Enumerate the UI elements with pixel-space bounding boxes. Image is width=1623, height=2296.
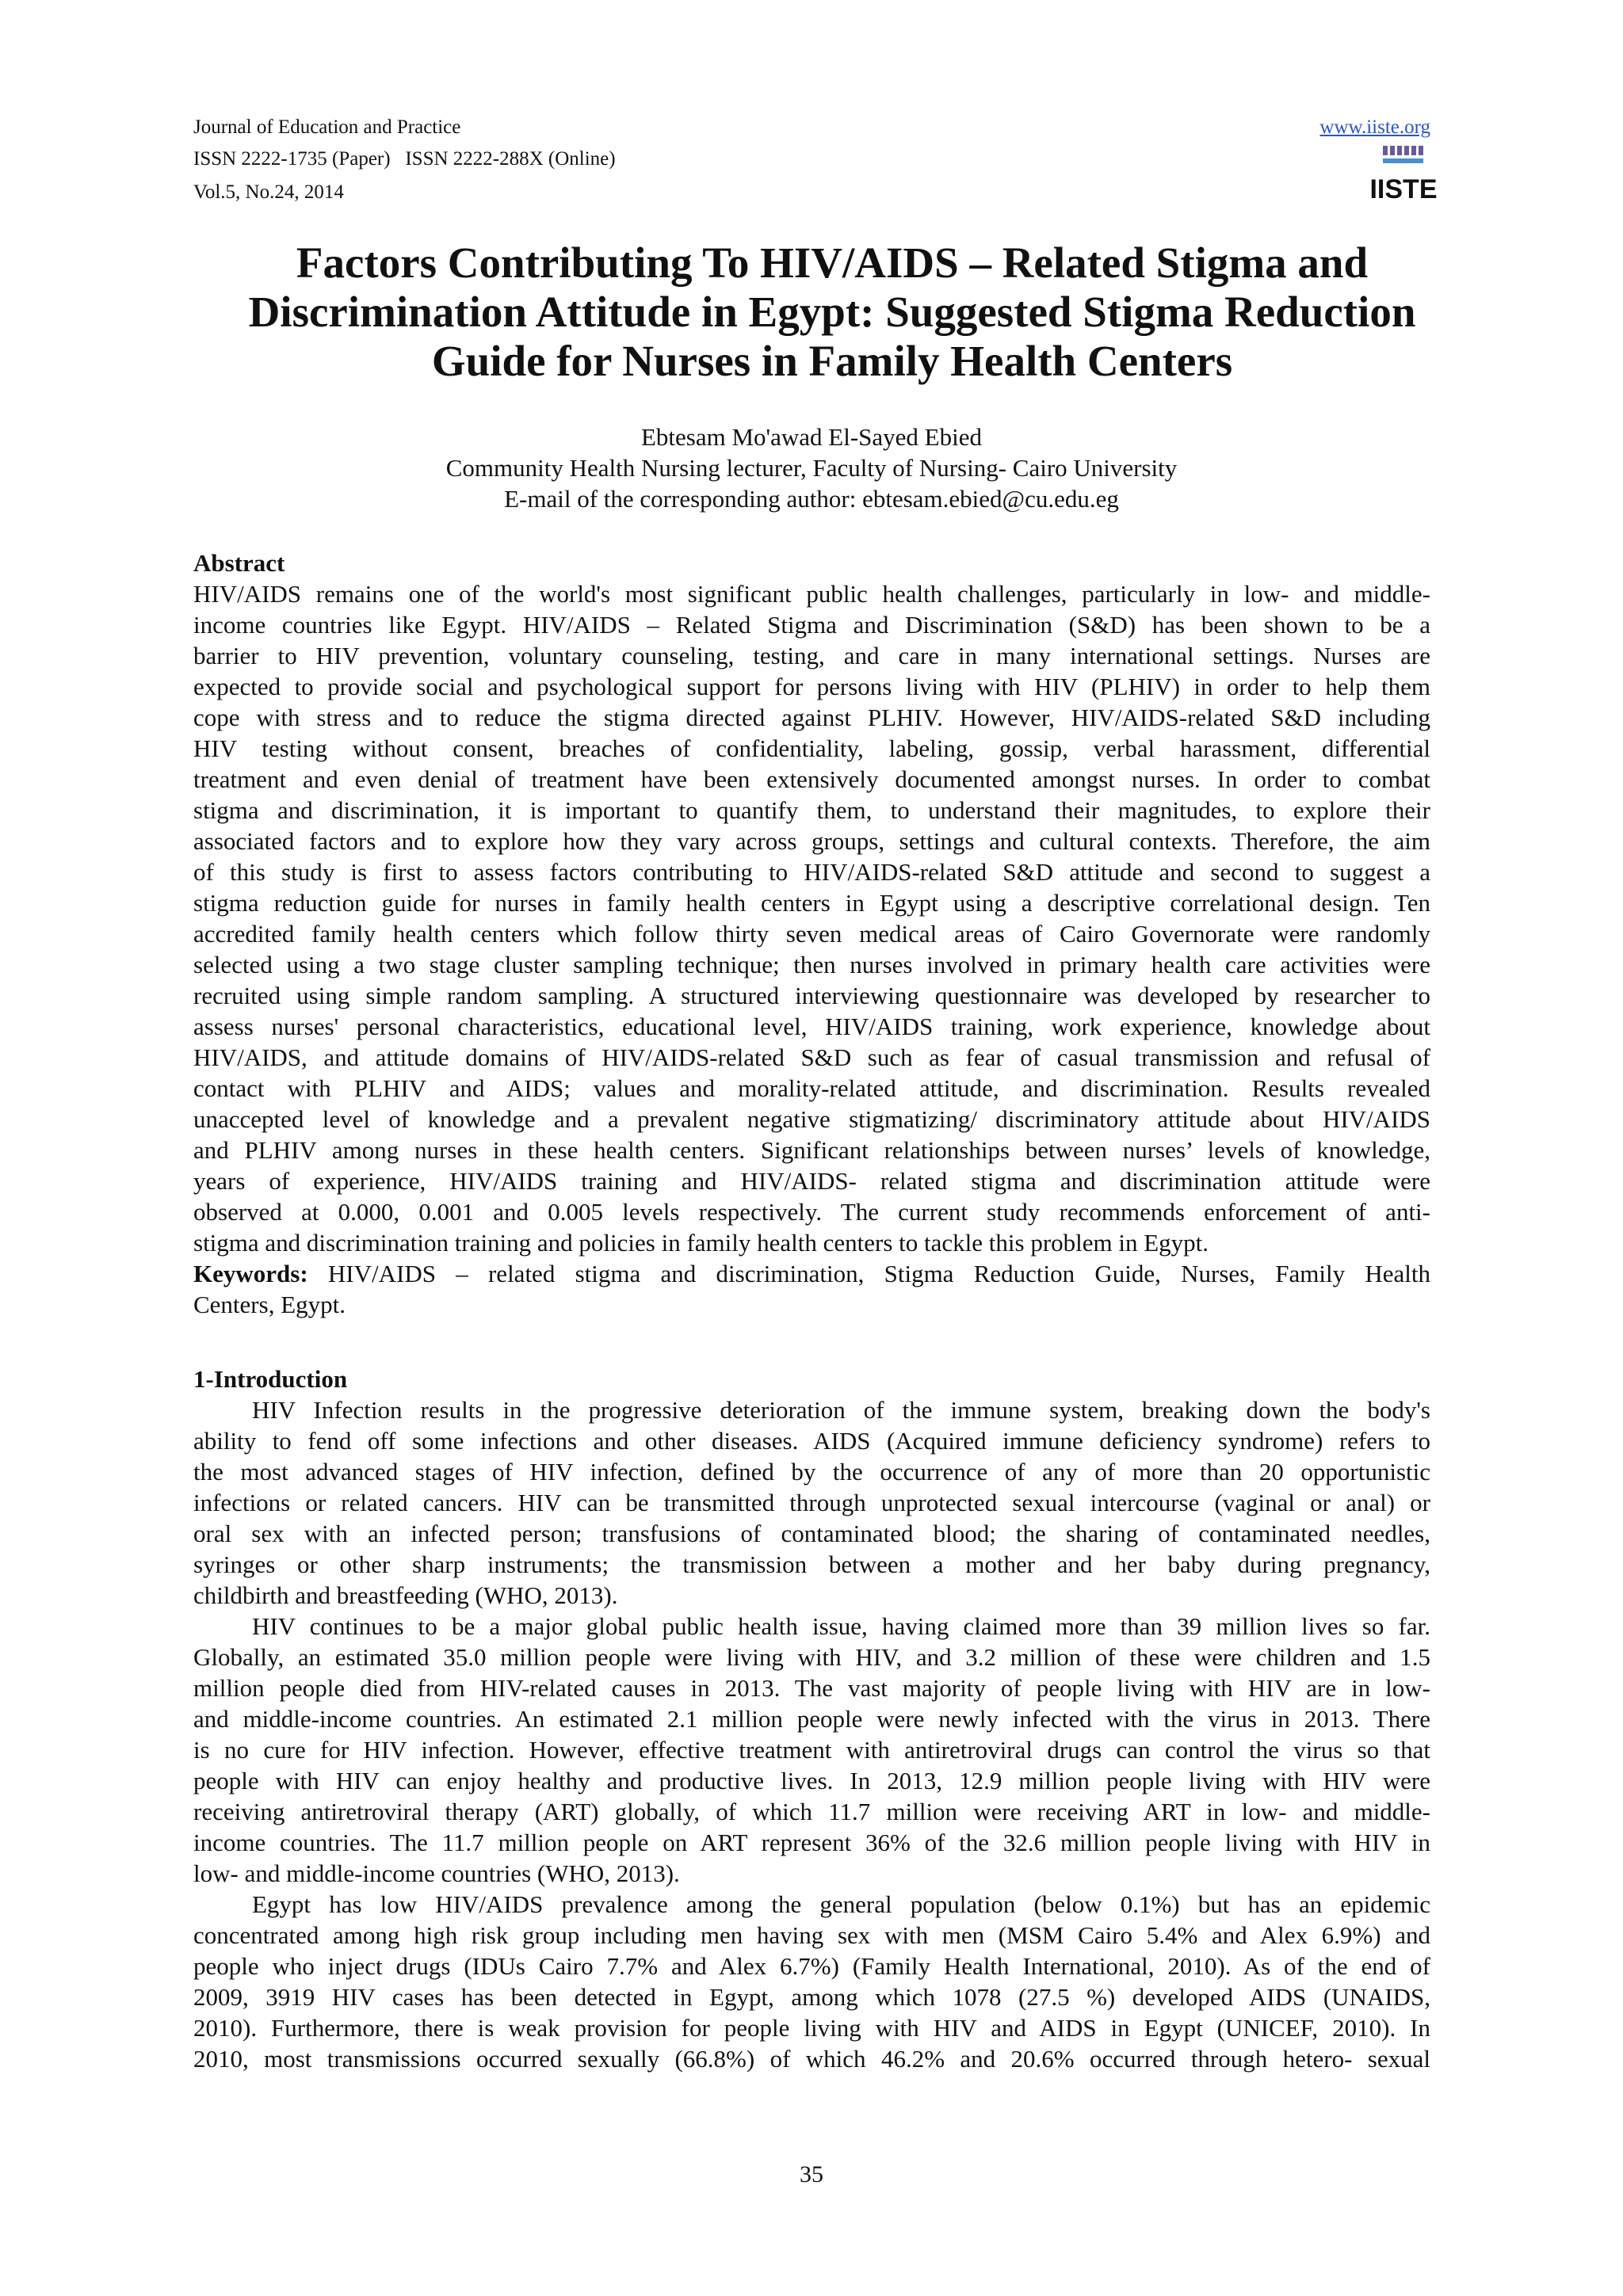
author-affiliation: Community Health Nursing lecturer, Faculty of Nursing- Cairo University: [445, 454, 1178, 482]
paragraph-line: the most advanced stages of HIV infection, defined by the occurrence of any of more than 20 opportunistic: [193, 1458, 1430, 1486]
abstract-section: [193, 547, 1430, 1320]
author-email: E-mail of the corresponding author: ebtesam.ebied@cu.edu.eg: [504, 485, 1119, 513]
abstract-line: treatment and even denial of treatment have been extensively documented amongst nurses. In order to combat: [193, 765, 1430, 793]
abstract-heading: Abstract: [193, 549, 285, 577]
paragraph-line: infections or related cancers. HIV can be transmitted through unprotected sexual intercourse (vaginal or anal) or: [193, 1489, 1430, 1516]
abstract-line: HIV/AIDS remains one of the world's most significant public health challenges, particularly in low- and middle-: [193, 580, 1430, 608]
abstract-line: selected using a two stage cluster sampling technique; then nurses involved in primary health care activities were: [193, 951, 1430, 978]
title-line: Factors Contributing To HIV/AIDS – Related Stigma and: [296, 238, 1369, 287]
paragraph-line: 2010, most transmissions occurred sexually (66.8%) of which 46.2% and 20.6% occurred through hetero- sexual: [193, 2045, 1430, 2073]
paragraph: [193, 1394, 1430, 1611]
title-line: Guide for Nurses in Family Health Centers: [431, 337, 1233, 385]
paragraph-line: 2010). Furthermore, there is weak provision for people living with HIV and AIDS in Egypt (UNICEF, 2010). In: [193, 2014, 1430, 2042]
abstract-line: observed at 0.000, 0.001 and 0.005 levels respectively. The current study recommends enforcement of anti-: [193, 1198, 1430, 1226]
abstract-line: expected to provide social and psychological support for persons living with HIV (PLHIV) in order to help them: [193, 673, 1430, 700]
abstract-line: contact with PLHIV and AIDS; values and morality-related attitude, and discrimination. Results revealed: [193, 1074, 1430, 1102]
abstract-line: HIV testing without consent, breaches of confidentiality, labeling, gossip, verbal harassment, differential: [193, 734, 1430, 762]
abstract-line: stigma and discrimination, it is important to quantify them, to understand their magnitudes, to explore their: [193, 796, 1430, 824]
keywords-line: [193, 1258, 1430, 1289]
website-link[interactable]: www.iiste.org: [1319, 116, 1430, 138]
abstract-line: stigma and discrimination training and policies in family health centers to tackle this problem in Egypt.: [193, 1229, 1209, 1257]
author-block: [193, 421, 1430, 514]
paragraph-line: HIV Infection results in the progressive deterioration of the immune system, breaking down the body's: [252, 1396, 1430, 1424]
abstract-line: unaccepted level of knowledge and a prevalent negative stigmatizing/ discriminatory attitude about HIV/AIDS: [193, 1105, 1430, 1133]
paragraph-line: syringes or other sharp instruments; the transmission between a mother and her baby during pregnancy,: [193, 1550, 1430, 1578]
paragraph-line: million people died from HIV-related causes in 2013. The vast majority of people living with HIV are in low-: [193, 1674, 1430, 1702]
abstract-line: accredited family health centers which follow thirty seven medical areas of Cairo Governorate were randomly: [193, 920, 1430, 948]
paragraph-line: people with HIV can enjoy healthy and productive lives. In 2013, 12.9 million people living with HIV were: [193, 1767, 1430, 1794]
paragraph-line: income countries. The 11.7 million people on ART represent 36% of the 32.6 million people living with HIV in: [193, 1829, 1430, 1856]
paragraph-line: childbirth and breastfeeding (WHO, 2013).: [193, 1581, 618, 1609]
paragraph-line: ability to fend off some infections and other diseases. AIDS (Acquired immune deficiency syndrome) refers to: [193, 1427, 1430, 1455]
paragraph-line: low- and middle-income countries (WHO, 2013).: [193, 1859, 680, 1887]
abstract-line: recruited using simple random sampling. A structured interviewing questionnaire was developed by researcher to: [193, 982, 1430, 1009]
abstract-line: cope with stress and to reduce the stigma directed against PLHIV. However, HIV/AIDS-related S&D including: [193, 704, 1430, 731]
introduction-heading: 1-Introduction: [193, 1365, 348, 1393]
iiste-logo: [1369, 144, 1438, 204]
paragraph-line: HIV continues to be a major global public health issue, having claimed more than 39 million lives so far.: [252, 1612, 1430, 1640]
volume-line: Vol.5, No.24, 2014: [193, 181, 344, 203]
abstract-line: and PLHIV among nurses in these health centers. Significant relationships between nurses’ levels of knowledge,: [193, 1136, 1430, 1164]
introduction-section: [193, 1363, 1430, 2074]
page-number: 35: [800, 2161, 823, 2187]
title-line: Discrimination Attitude in Egypt: Suggested Stigma Reduction: [248, 288, 1416, 336]
abstract-line: income countries like Egypt. HIV/AIDS – Related Stigma and Discrimination (S&D) has been shown to be a: [193, 611, 1430, 639]
abstract-line: assess nurses' personal characteristics, educational level, HIV/AIDS training, work experience, knowledge about: [193, 1013, 1430, 1040]
paragraph-line: receiving antiretroviral therapy (ART) globally, of which 11.7 million were receiving ART in low- and middle-: [193, 1798, 1430, 1825]
paragraph-line: Egypt has low HIV/AIDS prevalence among the general population (below 0.1%) but has an epidemic: [252, 1890, 1430, 1918]
svg-text:IISTE: IISTE: [1369, 174, 1438, 204]
abstract-line: associated factors and to explore how they vary across groups, settings and cultural contexts. Therefore, the aim: [193, 827, 1430, 855]
keywords-line-2: Centers, Egypt.: [193, 1291, 346, 1318]
keywords-label: Keywords:: [193, 1260, 308, 1287]
paper-title: [158, 238, 1506, 386]
paragraph-line: people who inject drugs (IDUs Cairo 7.7% and Alex 6.7%) (Family Health International, 2010). As of the end of: [193, 1952, 1430, 1980]
abstract-line: years of experience, HIV/AIDS training and HIV/AIDS- related stigma and discrimination attitude were: [193, 1167, 1430, 1195]
paragraph-line: Globally, an estimated 35.0 million people were living with HIV, and 3.2 million of these were children and 1.5: [193, 1643, 1430, 1671]
abstract-line: barrier to HIV prevention, voluntary counseling, testing, and care in many international settings. Nurses are: [193, 642, 1430, 669]
issn-line: ISSN 2222-1735 (Paper) ISSN 2222-288X (Online): [193, 148, 616, 170]
paragraph-line: oral sex with an infected person; transfusions of contaminated blood; the sharing of contaminated needles,: [193, 1520, 1430, 1547]
keywords-text: HIV/AIDS – related stigma and discrimination, Stigma Reduction Guide, Nurses, Family Health: [307, 1260, 1430, 1287]
abstract-line: HIV/AIDS, and attitude domains of HIV/AIDS-related S&D such as fear of casual transmission and refusal of: [193, 1043, 1430, 1071]
paragraph-line: 2009, 3919 HIV cases has been detected in Egypt, among which 1078 (27.5 %) developed AIDS (UNAIDS,: [193, 1983, 1430, 2011]
paragraph-line: concentrated among high risk group including men having sex with men (MSM Cairo 5.4% and Alex 6.9%) and: [193, 1921, 1430, 1949]
paragraph-line: and middle-income countries. An estimated 2.1 million people were newly infected with the virus in 2013. There: [193, 1705, 1430, 1733]
abstract-line: stigma reduction guide for nurses in family health centers in Egypt using a descriptive correlational design. Ten: [193, 889, 1430, 917]
abstract-line: of this study is first to assess factors contributing to HIV/AIDS-related S&D attitude and second to suggest a: [193, 858, 1430, 886]
paragraph-line: is no cure for HIV infection. However, effective treatment with antiretroviral drugs can control the virus so that: [193, 1736, 1430, 1764]
paragraph: [193, 1611, 1430, 1889]
author-name: Ebtesam Mo'awad El-Sayed Ebied: [641, 423, 982, 451]
journal-name: Journal of Education and Practice: [193, 116, 461, 138]
paragraph: [193, 1889, 1430, 2074]
